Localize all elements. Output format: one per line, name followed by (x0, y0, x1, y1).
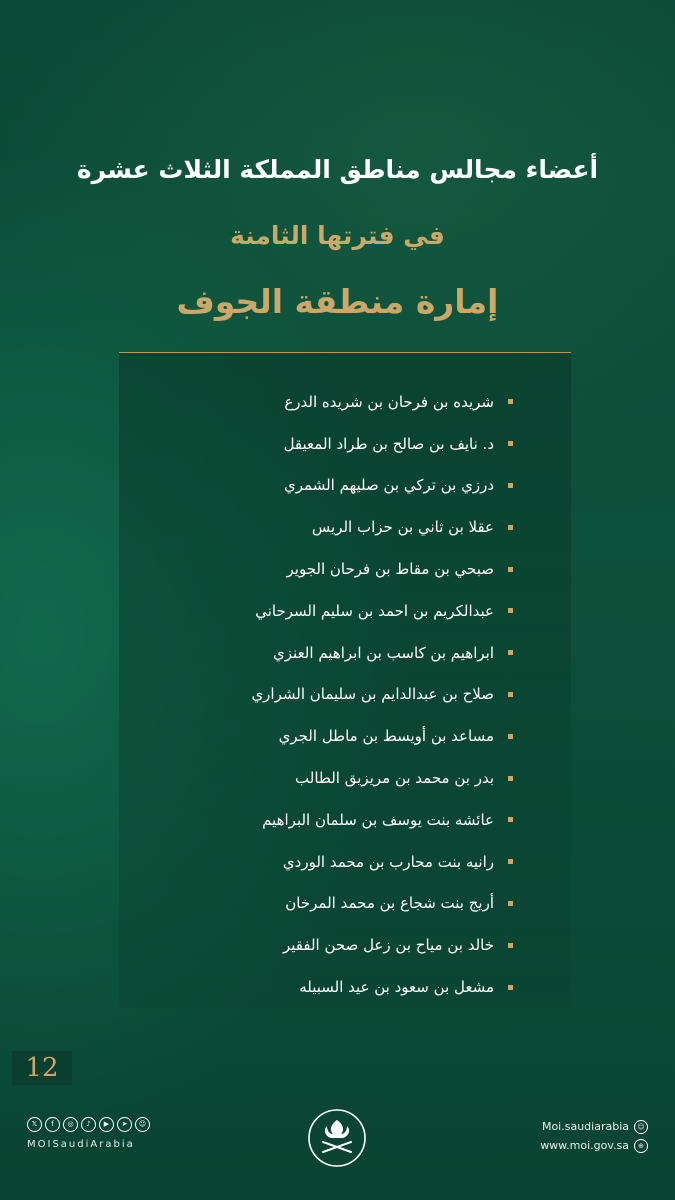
snapchat-icon[interactable]: ☺ (135, 1117, 150, 1132)
list-item (153, 841, 513, 883)
member-name: شريده بن فرحان بن شريده الدرع (284, 392, 494, 411)
list-item (153, 674, 513, 716)
list-item (153, 381, 513, 423)
list-item (153, 966, 513, 1008)
social-handle: MOISaudiArabia (27, 1139, 135, 1150)
tiktok-icon[interactable]: ♪ (81, 1117, 96, 1132)
bullet-icon (508, 441, 513, 446)
list-item (153, 799, 513, 841)
website-row[interactable] (540, 1136, 648, 1155)
bullet-icon (508, 650, 513, 655)
member-name: مشعل بن سعود بن عيد السبيله (299, 978, 494, 997)
globe-icon: ⊕ (634, 1139, 648, 1153)
member-name: صلاح بن عبدالدايم بن سليمان الشراري (251, 685, 494, 704)
bullet-icon (508, 483, 513, 488)
member-name: عقلا بن ثاني بن حزاب الريس (311, 518, 494, 537)
list-item (153, 883, 513, 925)
list-item (153, 757, 513, 799)
list-item (153, 423, 513, 465)
member-name: عائشه بنت يوسف بن سلمان البراهيم (262, 810, 494, 829)
website-text: www.moi.gov.sa (540, 1139, 629, 1152)
x-icon[interactable]: 𝕏 (27, 1117, 42, 1132)
members-panel (119, 352, 571, 1008)
bullet-icon (508, 399, 513, 404)
title-line-2: في فترتها الثامنة (230, 221, 445, 250)
bullet-icon (508, 608, 513, 613)
snapchat-icon: ☺ (634, 1120, 648, 1134)
handle-row[interactable] (540, 1117, 648, 1136)
bullet-icon (508, 692, 513, 697)
bullet-icon (508, 901, 513, 906)
title-line-1: أعضاء مجالس مناطق المملكة الثلاث عشرة (76, 155, 599, 184)
bullet-icon (508, 943, 513, 948)
list-item (153, 506, 513, 548)
region-title: إمارة منطقة الجوف (176, 282, 499, 321)
members-list (153, 381, 513, 1008)
member-name: صبحي بن مقاط بن فرحان الجوير (286, 560, 494, 579)
list-item (153, 465, 513, 507)
member-name: مساعد بن أويسط بن ماطل الجري (278, 727, 494, 746)
member-name: ابراهيم بن كاسب بن ابراهيم العنزي (273, 643, 494, 662)
member-name: أريج بنت شجاع بن محمد المرخان (285, 894, 494, 913)
bullet-icon (508, 859, 513, 864)
bullet-icon (508, 985, 513, 990)
bullet-icon (508, 817, 513, 822)
list-item (153, 548, 513, 590)
page-number: 12 (12, 1051, 72, 1085)
member-name: عبدالكريم بن احمد بن سليم السرحاني (255, 601, 494, 620)
member-name: بدر بن محمد بن مريزيق الطالب (295, 769, 494, 788)
contact-info (540, 1117, 648, 1155)
bullet-icon (508, 734, 513, 739)
list-item (153, 924, 513, 966)
member-name: درزي بن تركي بن صليهم الشمري (284, 476, 494, 495)
member-name: د. نايف بن صالح بن طراد المعيقل (283, 434, 494, 453)
youtube-icon[interactable]: ▶ (99, 1117, 114, 1132)
bullet-icon (508, 567, 513, 572)
header (0, 150, 675, 326)
bullet-icon (508, 525, 513, 530)
facebook-icon[interactable]: f (45, 1117, 60, 1132)
saudi-emblem-icon (307, 1108, 367, 1168)
list-item (153, 632, 513, 674)
social-icons (27, 1117, 150, 1132)
instagram-icon[interactable]: ◎ (63, 1117, 78, 1132)
list-item (153, 590, 513, 632)
handle-text: Moi.saudiarabia (541, 1120, 629, 1133)
list-item (153, 715, 513, 757)
member-name: رانيه بنت محارب بن محمد الوردي (282, 852, 494, 871)
telegram-icon[interactable]: ➤ (117, 1117, 132, 1132)
bullet-icon (508, 776, 513, 781)
member-name: خالد بن مياح بن زعل صحن الفقير (282, 936, 494, 955)
